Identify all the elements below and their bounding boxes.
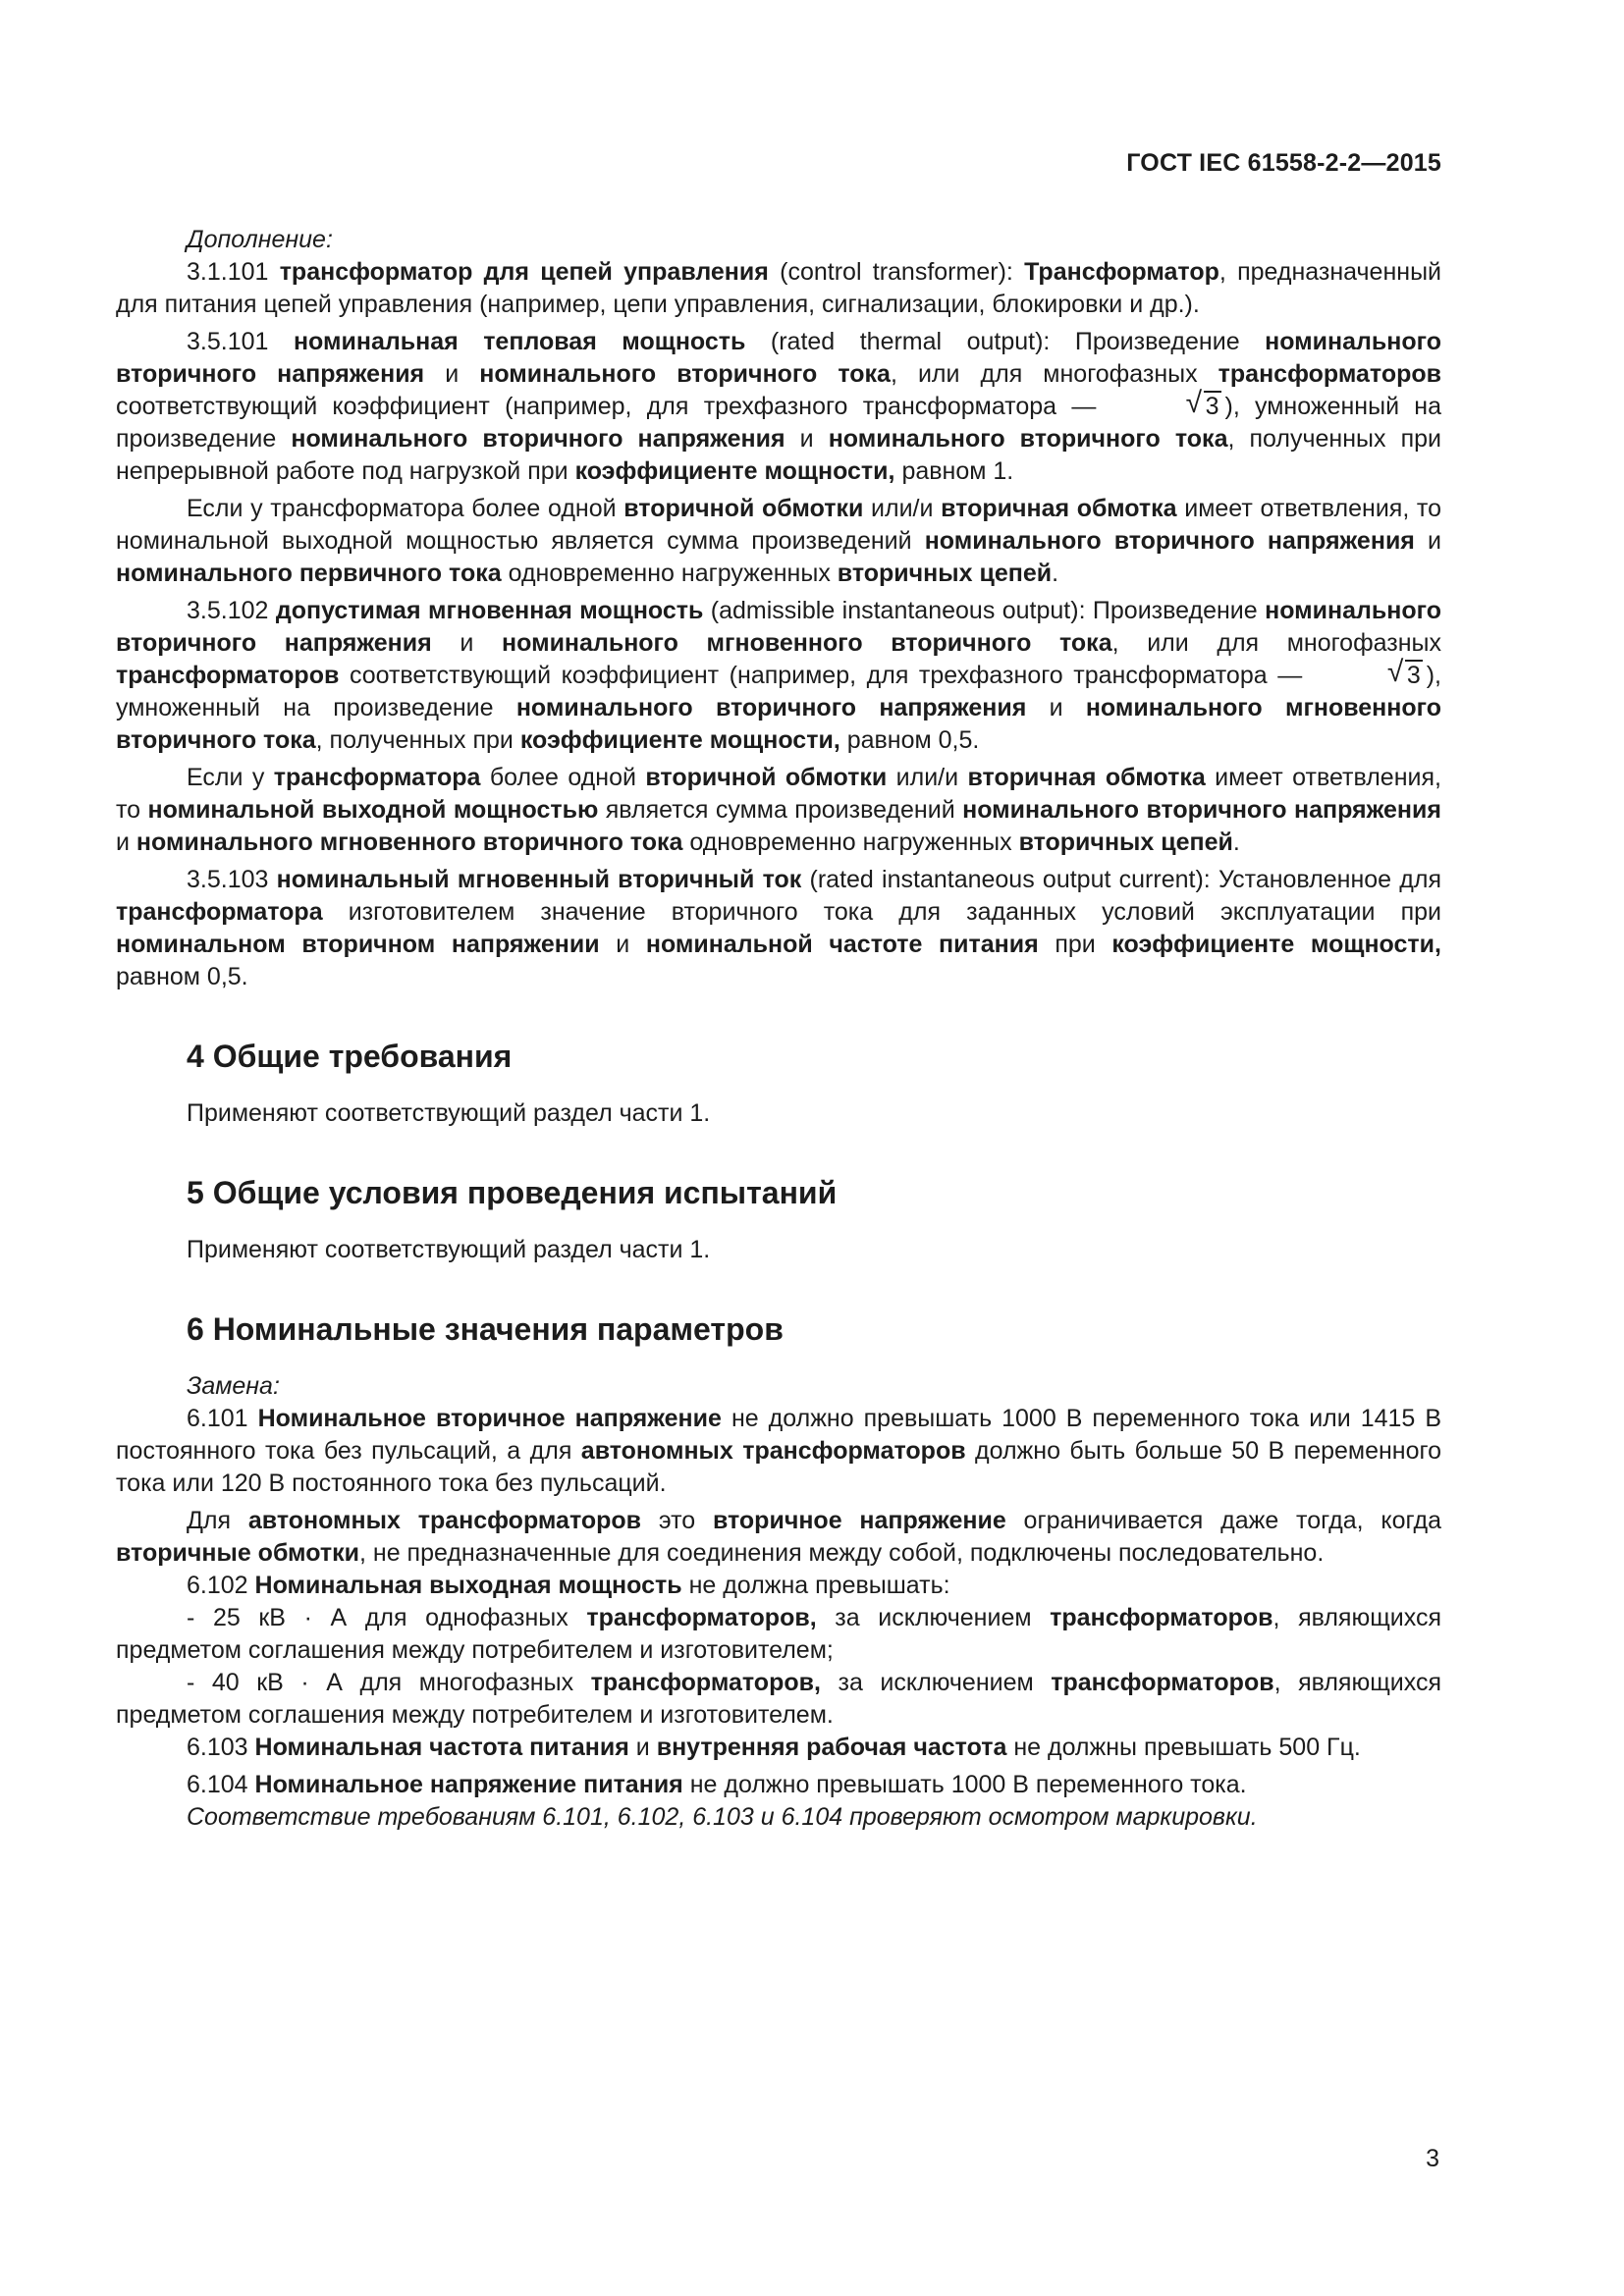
clause-6-101: 6.101 Номинальное вторичное напряжение не должно превышать 1000 В переменного тока или 1415 В постоянного тока без пульсаций, а для автономных трансформаторов должно быть больше 50 В переменного тока или 120 В постоянного тока без пульсаций. bbox=[116, 1405, 1442, 1497]
clause-3-1-101: 3.1.101 трансформатор для цепей управления (control transformer): Трансформатор, предназначенный для питания цепей управления (например, цепи управления, сигнализации, блокировки и др.). bbox=[116, 258, 1442, 318]
clause-6-104: 6.104 Номинальное напряжение питания не должно превышать 1000 В переменного тока. bbox=[187, 1771, 1247, 1798]
clause-3-5-101-note: Если у трансформатора более одной вторичной обмотки или/и вторичная обмотка имеет ответвления, то номинальной выходной мощностью является сумма произведений номинального вторичного напряжения и номинального первичного тока одновременно нагруженных вторичных цепей. bbox=[116, 495, 1441, 587]
clause-3-5-102-note: Если у трансформатора более одной вторичной обмотки или/и вторичная обмотка имеет ответвления, то номинальной выходной мощностью является сумма произведений номинального вторичного напряжения и номинального мгновенного вторичного тока одновременно нагруженных вторичных цепей. bbox=[116, 764, 1441, 856]
section-5-heading: 5 Общие условия проведения испытаний bbox=[187, 1175, 838, 1210]
page-number: 3 bbox=[1426, 2145, 1439, 2172]
section-6-heading: 6 Номинальные значения параметров bbox=[187, 1311, 784, 1347]
clause-6-102: 6.102 Номинальная выходная мощность не должна превышать: bbox=[187, 1572, 950, 1599]
clause-3-5-101: 3.5.101 номинальная тепловая мощность (rated thermal output): Произведение номинального вторичного напряжения и номинального вторичного тока, или для многофазных трансформаторов соответствующий коэффициент (например, для трехфазного трансформатора — √ 3 ), умноженный на произведение номинального вторичного напряжения и номинального вторичного тока, полученных при непрерывной работе под нагрузкой при коэффициенте мощности, равном 1. bbox=[116, 328, 1442, 485]
section-4-heading: 4 Общие требования bbox=[187, 1039, 513, 1074]
sqrt-3-formula: √ 3 bbox=[1386, 656, 1421, 689]
document-header: ГОСТ IEC 61558-2-2—2015 bbox=[1126, 149, 1441, 177]
clause-3-5-102: 3.5.102 допустимая мгновенная мощность (admissible instantaneous output): Произведение номинального вторичного напряжения и номинального мгновенного вторичного тока, или для многофазных трансформаторов соответствующий коэффициент (например, для трехфазного трансформатора — √ 3 ), умноженный на произведение номинального вторичного напряжения и номинального мгновенного вторичного тока, полученных при коэффициенте мощности, равном 0,5. bbox=[116, 597, 1442, 754]
section-4-text: Применяют соответствующий раздел части 1. bbox=[187, 1099, 711, 1127]
section-5-text: Применяют соответствующий раздел части 1. bbox=[187, 1236, 711, 1263]
clause-6-101-note: Для автономных трансформаторов это вторичное напряжение ограничивается даже тогда, когда вторичные обмотки, не предназначенные для соединения между собой, подключены последовательно. bbox=[116, 1507, 1441, 1567]
clause-6-102-item-1: - 25 кВ · А для однофазных трансформаторов, за исключением трансформаторов, являющихся предметом соглашения между потребителем и изготовителем; bbox=[116, 1604, 1441, 1664]
sqrt-3-formula: √ 3 bbox=[1185, 387, 1219, 420]
clause-6-102-item-2: - 40 кВ · А для многофазных трансформаторов, за исключением трансформаторов, являющихся предметом соглашения между потребителем и изготовителем. bbox=[116, 1669, 1442, 1729]
addition-label: Дополнение: bbox=[187, 226, 333, 253]
compliance-check-note: Соответствие требованиям 6.101, 6.102, 6.103 и 6.104 проверяют осмотром маркировки. bbox=[187, 1803, 1258, 1831]
replacement-label: Замена: bbox=[187, 1372, 280, 1400]
clause-6-103: 6.103 Номинальная частота питания и внутренняя рабочая частота не должны превышать 500 Гц. bbox=[187, 1734, 1361, 1761]
clause-3-5-103: 3.5.103 номинальный мгновенный вторичный ток (rated instantaneous output current): Установленное для трансформатора изготовителем значение вторичного тока для заданных условий эксплуатации при номинальном вторичном напряжении и номинальной частоте питания при коэффициенте мощности, равном 0,5. bbox=[116, 866, 1441, 990]
document-body bbox=[116, 224, 1441, 1834]
